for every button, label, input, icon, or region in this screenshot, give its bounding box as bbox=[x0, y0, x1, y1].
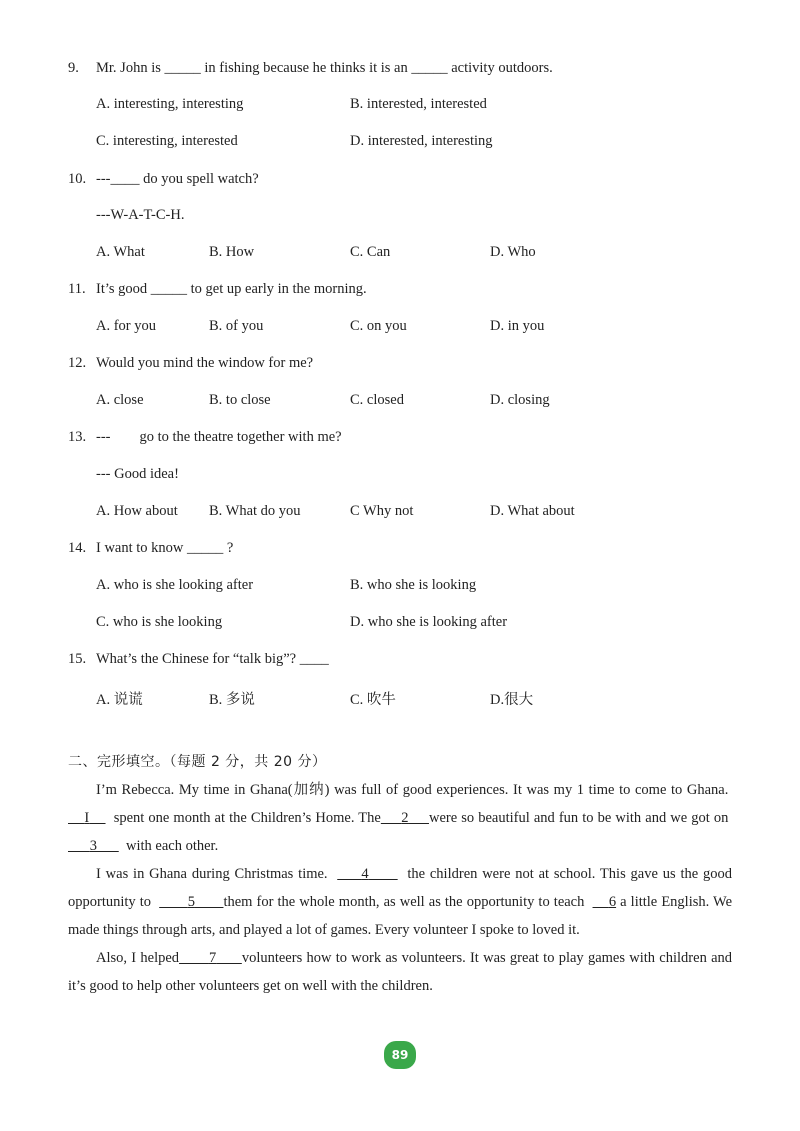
blank-number: 7 bbox=[208, 950, 217, 966]
option-b: B. of you bbox=[209, 318, 264, 334]
question-number: 14. bbox=[68, 540, 87, 556]
question-number: 10. bbox=[68, 171, 87, 187]
blank-number: I bbox=[84, 810, 90, 826]
option-c: C Why not bbox=[350, 503, 414, 519]
blank-6 bbox=[593, 894, 617, 910]
option-a: A. 说谎 bbox=[96, 692, 143, 708]
text: were so beautiful and fun to be with and we got on bbox=[428, 810, 729, 826]
question-stem: Mr. John is _____ in fishing because he thinks it is an _____ activity outdoors. bbox=[96, 60, 553, 76]
option-c: C. who is she looking bbox=[96, 614, 223, 630]
question-stem: Would you mind the window for me? bbox=[96, 355, 314, 371]
text: a little English. We made things through arts, and played a lot of games. Every volunteer I spoke to loved it. bbox=[68, 894, 733, 938]
option-b: B. What do you bbox=[209, 503, 301, 519]
text: I’m Rebecca. My time in Ghana(加纳) was full of good experiences. It was my 1 time to come to Ghana. bbox=[96, 782, 729, 798]
option-a: A. interesting, interesting bbox=[96, 96, 244, 112]
text: volunteers how to work as volunteers. It was great to play games with children and it’s good to help other volunteers get on well with the children. bbox=[68, 950, 733, 994]
option-a: A. How about bbox=[96, 503, 178, 519]
question-stem: I want to know _____ ? bbox=[96, 540, 234, 556]
question-number: 12. bbox=[68, 355, 87, 371]
option-c: C. Can bbox=[350, 244, 391, 260]
blank-1 bbox=[68, 810, 106, 826]
question-number: 15. bbox=[68, 651, 87, 667]
option-d: D. who she is looking after bbox=[350, 614, 508, 630]
blank-number: 4 bbox=[361, 866, 369, 882]
question-answer-line: --- Good idea! bbox=[96, 466, 179, 482]
option-b: B. How bbox=[209, 244, 255, 260]
section-title: 二、完形填空。（每题 2 分，共 20 分） bbox=[68, 754, 327, 770]
text: with each other. bbox=[126, 838, 219, 854]
blank-5 bbox=[159, 894, 223, 910]
blank-2 bbox=[381, 810, 429, 826]
text: Also, I helped bbox=[96, 950, 180, 966]
option-d: D. in you bbox=[490, 318, 545, 334]
option-d: D. Who bbox=[490, 244, 536, 260]
text: spent one month at the Children’s Home. The bbox=[113, 810, 381, 826]
paragraph-1 bbox=[68, 776, 732, 860]
option-c: C. interesting, interested bbox=[96, 133, 238, 149]
text: I was in Ghana during Christmas time. bbox=[96, 866, 328, 882]
option-b: B. to close bbox=[209, 392, 271, 408]
question-answer-line: ---W-A-T-C-H. bbox=[96, 207, 185, 223]
option-b: B. who she is looking bbox=[350, 577, 477, 593]
blank-number: 3 bbox=[89, 838, 97, 854]
text: the children were not at school. This gave us the good opportunity to bbox=[68, 866, 733, 910]
option-c: C. 吹牛 bbox=[350, 692, 396, 708]
paragraph-3 bbox=[68, 944, 732, 1000]
option-d: D.很大 bbox=[490, 692, 534, 708]
option-d: D. What about bbox=[490, 503, 575, 519]
question-number: 11. bbox=[68, 281, 86, 297]
cloze-passage bbox=[68, 776, 732, 1000]
question-stem: ---____ do you spell watch? bbox=[96, 171, 259, 187]
option-c: C. closed bbox=[350, 392, 404, 408]
blank-number: 5 bbox=[187, 894, 195, 910]
paragraph-2 bbox=[68, 860, 732, 944]
text: them for the whole month, as well as the opportunity to teach bbox=[223, 894, 585, 910]
question-stem: It’s good _____ to get up early in the morning. bbox=[96, 281, 367, 297]
question-stem: What’s the Chinese for “talk big”? ____ bbox=[96, 651, 329, 667]
blank-number: 6 bbox=[608, 894, 617, 910]
page-number-badge: 89 bbox=[384, 1041, 416, 1069]
option-a: A. who is she looking after bbox=[96, 577, 254, 593]
blank-4 bbox=[337, 866, 397, 882]
option-d: D. closing bbox=[490, 392, 550, 408]
option-a: A. close bbox=[96, 392, 144, 408]
option-b: B. 多说 bbox=[209, 692, 255, 708]
blank-7 bbox=[179, 950, 242, 966]
option-c: C. on you bbox=[350, 318, 407, 334]
option-a: A. What bbox=[96, 244, 145, 260]
option-a: A. for you bbox=[96, 318, 157, 334]
option-b: B. interested, interested bbox=[350, 96, 487, 112]
question-number: 9. bbox=[68, 60, 79, 76]
blank-number: 2 bbox=[401, 810, 409, 826]
question-stem: --- go to the theatre together with me? bbox=[96, 429, 342, 445]
blank-3 bbox=[68, 838, 119, 854]
option-d: D. interested, interesting bbox=[350, 133, 493, 149]
question-number: 13. bbox=[68, 429, 87, 445]
